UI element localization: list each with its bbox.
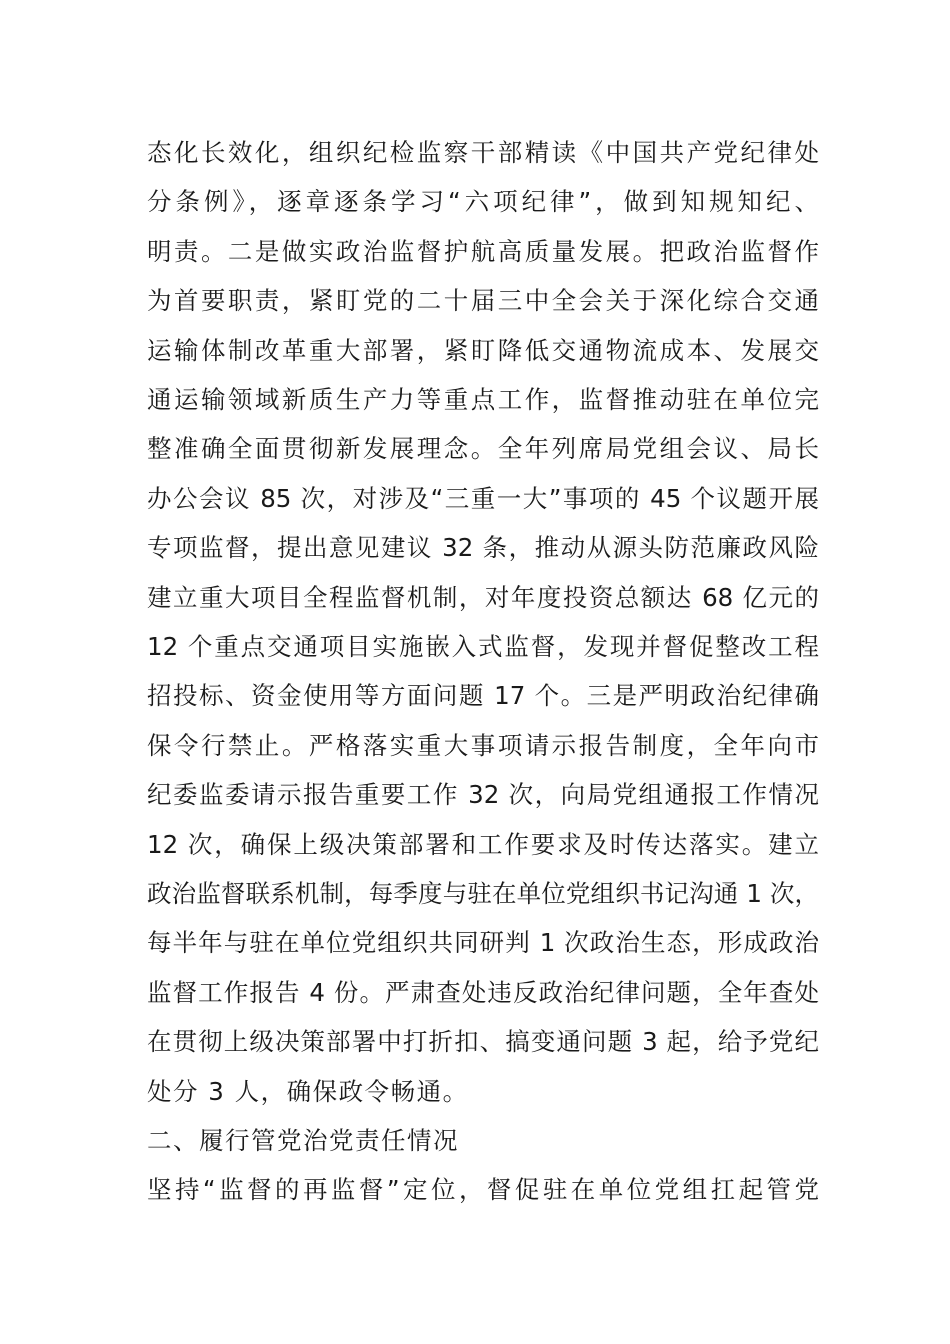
text-line: 建立重大项目全程监督机制，对年度投资总额达 68 亿元的	[147, 582, 819, 612]
text-line: 纪委监委请示报告重要工作 32 次，向局党组通报工作情况	[147, 780, 819, 810]
text-line: 政治监督联系机制，每季度与驻在单位党组织书记沟通 1 次，	[147, 879, 819, 908]
text-line: 每半年与驻在单位党组织共同研判 1 次政治生态，形成政治	[147, 928, 819, 958]
text-line: 明责。二是做实政治监督护航高质量发展。把政治监督作	[147, 236, 819, 266]
text-line: 通运输领域新质生产力等重点工作，监督推动驻在单位完	[147, 385, 819, 414]
text-line: 处分 3 人，确保政令畅通。	[147, 1076, 469, 1106]
text-line: 专项监督，提出意见建议 32 条，推动从源头防范廉政风险	[147, 533, 819, 563]
text-line: 12 个重点交通项目实施嵌入式监督，发现并督促整改工程	[147, 632, 819, 661]
text-line: 监督工作报告 4 份。严肃查处违反政治纪律问题，全年查处	[147, 977, 819, 1007]
text-line: 坚持“监督的再监督”定位，督促驻在单位党组扛起管党	[147, 1175, 819, 1205]
text-line: 整准确全面贯彻新发展理念。全年列席局党组会议、局长	[147, 434, 819, 464]
text-line: 为首要职责，紧盯党的二十届三中全会关于深化综合交通	[147, 286, 819, 316]
text-line: 运输体制改革重大部署，紧盯降低交通物流成本、发展交	[147, 335, 819, 365]
text-line: 招投标、资金使用等方面问题 17 个。三是严明政治纪律确	[147, 681, 819, 711]
section-heading: 二、履行管党治党责任情况	[147, 1126, 459, 1155]
text-line: 态化长效化，组织纪检监察干部精读《中国共产党纪律处	[147, 138, 819, 167]
text-line: 保令行禁止。严格落实重大事项请示报告制度，全年向市	[147, 730, 819, 760]
text-line: 分条例》，逐章逐条学习“六项纪律”，做到知规知纪、	[147, 187, 819, 217]
text-line: 12 次，确保上级决策部署和工作要求及时传达落实。建立	[147, 829, 819, 859]
document-body	[147, 128, 819, 1218]
text-line: 在贯彻上级决策部署中打折扣、搞变通问题 3 起，给予党纪	[147, 1027, 819, 1057]
text-line: 办公会议 85 次，对涉及“三重一大”事项的 45 个议题开展	[147, 483, 819, 513]
